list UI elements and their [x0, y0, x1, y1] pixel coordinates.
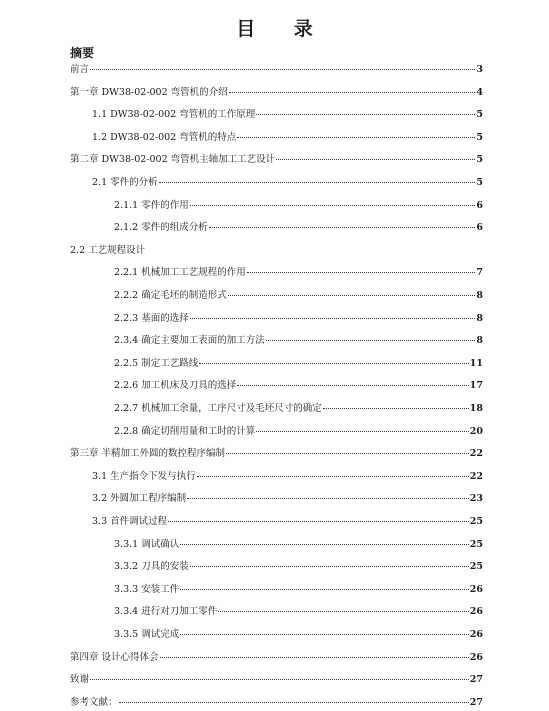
toc-entry-page-number: 25	[469, 561, 483, 572]
toc-entry-page-number: 26	[469, 652, 483, 663]
toc-entry-label: 3.3.3 安装工件	[114, 584, 180, 595]
toc-leader-dots	[90, 679, 469, 680]
toc-entry-label: 2.3.4 确定主要加工表面的加工方法	[114, 335, 265, 346]
toc-leader-dots	[218, 611, 469, 612]
toc-entry-label: 2.2.2 确定毛坯的制造形式	[114, 290, 227, 301]
toc-leader-dots	[199, 363, 469, 364]
toc-entry-page-number: 26	[469, 606, 483, 617]
toc-entry-page-number: 8	[476, 313, 483, 324]
toc-entry[interactable]	[114, 560, 483, 574]
toc-leader-dots	[159, 182, 476, 183]
toc-entry[interactable]	[70, 673, 483, 687]
toc-leader-dots	[90, 69, 475, 70]
toc-entry[interactable]	[114, 312, 483, 326]
toc-entry-page-number: 4	[476, 87, 483, 98]
toc-entry-label: 3.2 外圆加工程序编制	[92, 493, 187, 504]
toc-entry-page-number: 25	[469, 516, 483, 527]
toc-leader-dots	[209, 227, 476, 228]
toc-leader-dots	[187, 498, 469, 499]
toc-leader-dots	[229, 92, 476, 93]
toc-entry-label: 2.2.6 加工机床及刀具的选择	[114, 380, 237, 391]
toc-entry[interactable]	[114, 357, 483, 371]
toc-entry-label: 2.1 零件的分析	[92, 177, 158, 188]
toc-leader-dots	[168, 521, 469, 522]
toc-leader-dots	[190, 318, 476, 319]
toc-leader-dots	[266, 340, 476, 341]
toc-entry[interactable]	[114, 628, 483, 642]
toc-entry[interactable]	[114, 425, 483, 439]
toc-entry-page-number: 22	[469, 471, 483, 482]
toc-leader-dots	[237, 137, 475, 138]
toc-entry-page-number: 3	[476, 64, 483, 75]
toc-leader-dots	[180, 589, 469, 590]
toc-leader-dots	[256, 431, 469, 432]
toc-entry-label: 2.2.5 制定工艺路线	[114, 358, 199, 369]
toc-leader-dots	[190, 566, 469, 567]
toc-entry-page-number: 18	[469, 403, 483, 414]
toc-leader-dots	[180, 544, 469, 545]
toc-entry-label: 3.3.4 进行对刀加工零件	[114, 606, 218, 617]
toc-entry-page-number: 27	[469, 697, 483, 708]
toc-leader-dots	[190, 205, 476, 206]
toc-leader-dots	[247, 272, 476, 273]
toc-entry[interactable]	[70, 447, 483, 461]
toc-entry[interactable]	[114, 266, 483, 280]
toc-entry[interactable]	[114, 221, 483, 235]
toc-entry[interactable]	[70, 86, 483, 100]
toc-entry-page-number: 26	[469, 629, 483, 640]
toc-entry-page-number: 7	[476, 267, 483, 278]
toc-entry-label: 2.2.8 确定切削用量和工时的计算	[114, 426, 256, 437]
toc-entry-page-number: 5	[476, 132, 483, 143]
toc-entry-page-number: 6	[476, 200, 483, 211]
toc-entry[interactable]	[114, 199, 483, 213]
toc-entry-label: 第三章 半精加工外圆的数控程序编制	[70, 448, 226, 459]
toc-entry-page-number: 27	[469, 674, 483, 685]
toc-leader-dots	[119, 702, 469, 703]
toc-entry-label: 3.1 生产指令下发与执行	[92, 471, 196, 482]
toc-entry-label: 参考文献：	[70, 697, 118, 708]
toc-leader-dots	[228, 295, 476, 296]
toc-entry-page-number: 22	[469, 448, 483, 459]
toc-entry[interactable]	[114, 289, 483, 303]
toc-entry[interactable]	[114, 334, 483, 348]
toc-leader-dots	[180, 634, 469, 635]
toc-entry-page-number: 5	[476, 109, 483, 120]
toc-leader-dots	[226, 453, 469, 454]
toc-entry[interactable]	[114, 538, 483, 552]
toc-entry-label: 2.1.1 零件的作用	[114, 200, 189, 211]
toc-entry-page-number: 23	[469, 493, 483, 504]
toc-entry[interactable]	[114, 605, 483, 619]
toc-entry-page-number: 11	[469, 358, 483, 369]
toc-entry[interactable]	[70, 153, 483, 167]
toc-entry-label: 3.3.5 调试完成	[114, 629, 180, 640]
toc-entry[interactable]	[70, 651, 483, 665]
toc-entry[interactable]	[70, 63, 483, 77]
toc-entry-label: 前言	[70, 64, 90, 75]
toc-entry-label: 2.2 工艺规程设计	[70, 245, 146, 256]
toc-entry-label: 1.2 DW38-02-002 弯管机的特点	[92, 132, 237, 143]
toc-leader-dots	[256, 114, 475, 115]
toc-leader-dots	[276, 159, 475, 160]
toc-entry-label: 3.3.1 调试确认	[114, 539, 180, 550]
toc-entry-label: 2.2.1 机械加工工艺规程的作用	[114, 267, 246, 278]
toc-entry-page-number: 5	[476, 154, 483, 165]
toc-entry[interactable]	[114, 583, 483, 597]
toc-entry-page-number: 26	[469, 584, 483, 595]
toc-entry-page-number: 8	[476, 335, 483, 346]
page-title: 目 录	[236, 18, 329, 40]
toc-entry[interactable]	[70, 696, 483, 710]
toc-entry-label: 3.3 首件调试过程	[92, 516, 168, 527]
toc-entry-label: 致谢	[70, 674, 90, 685]
toc-entry-label: 第四章 设计心得体会	[70, 652, 159, 663]
toc-entry-page-number: 6	[476, 222, 483, 233]
toc-entry-label: 3.3.2 刀具的安装	[114, 561, 189, 572]
toc-entry[interactable]	[92, 131, 483, 145]
toc-entry-page-number: 25	[469, 539, 483, 550]
toc-entry-page-number: 17	[469, 380, 483, 391]
toc-entry[interactable]	[92, 515, 483, 529]
toc-entry-label: 2.2.7 机械加工余量，工序尺寸及毛坯尺寸的确定	[114, 403, 322, 414]
toc-entry-page-number: 5	[476, 177, 483, 188]
toc-entry-page-number: 8	[476, 290, 483, 301]
toc-entry[interactable]	[92, 108, 483, 122]
toc-entry-label: 1.1 DW38-02-002 弯管机的工作原理	[92, 109, 256, 120]
toc-leader-dots	[237, 385, 469, 386]
abstract-heading: 摘要	[70, 46, 95, 60]
toc-entry[interactable]	[70, 244, 483, 258]
toc-entry[interactable]	[92, 470, 483, 484]
toc-leader-dots	[197, 476, 469, 477]
toc-entry-label: 2.2.3 基面的选择	[114, 313, 189, 324]
toc-entry-label: 2.1.2 零件的组成分析	[114, 222, 208, 233]
toc-entry-label: 第二章 DW38-02-002 弯管机主轴加工工艺设计	[70, 154, 276, 165]
toc-leader-dots	[160, 657, 469, 658]
toc-entry-label: 第一章 DW38-02-002 弯管机的介绍	[70, 87, 228, 98]
toc-entry-page-number: 20	[469, 426, 483, 437]
toc-entry[interactable]	[114, 402, 483, 416]
toc-entry[interactable]	[92, 492, 483, 506]
toc-leader-dots	[323, 408, 469, 409]
toc-entry[interactable]	[92, 176, 483, 190]
toc-entry[interactable]	[114, 379, 483, 393]
